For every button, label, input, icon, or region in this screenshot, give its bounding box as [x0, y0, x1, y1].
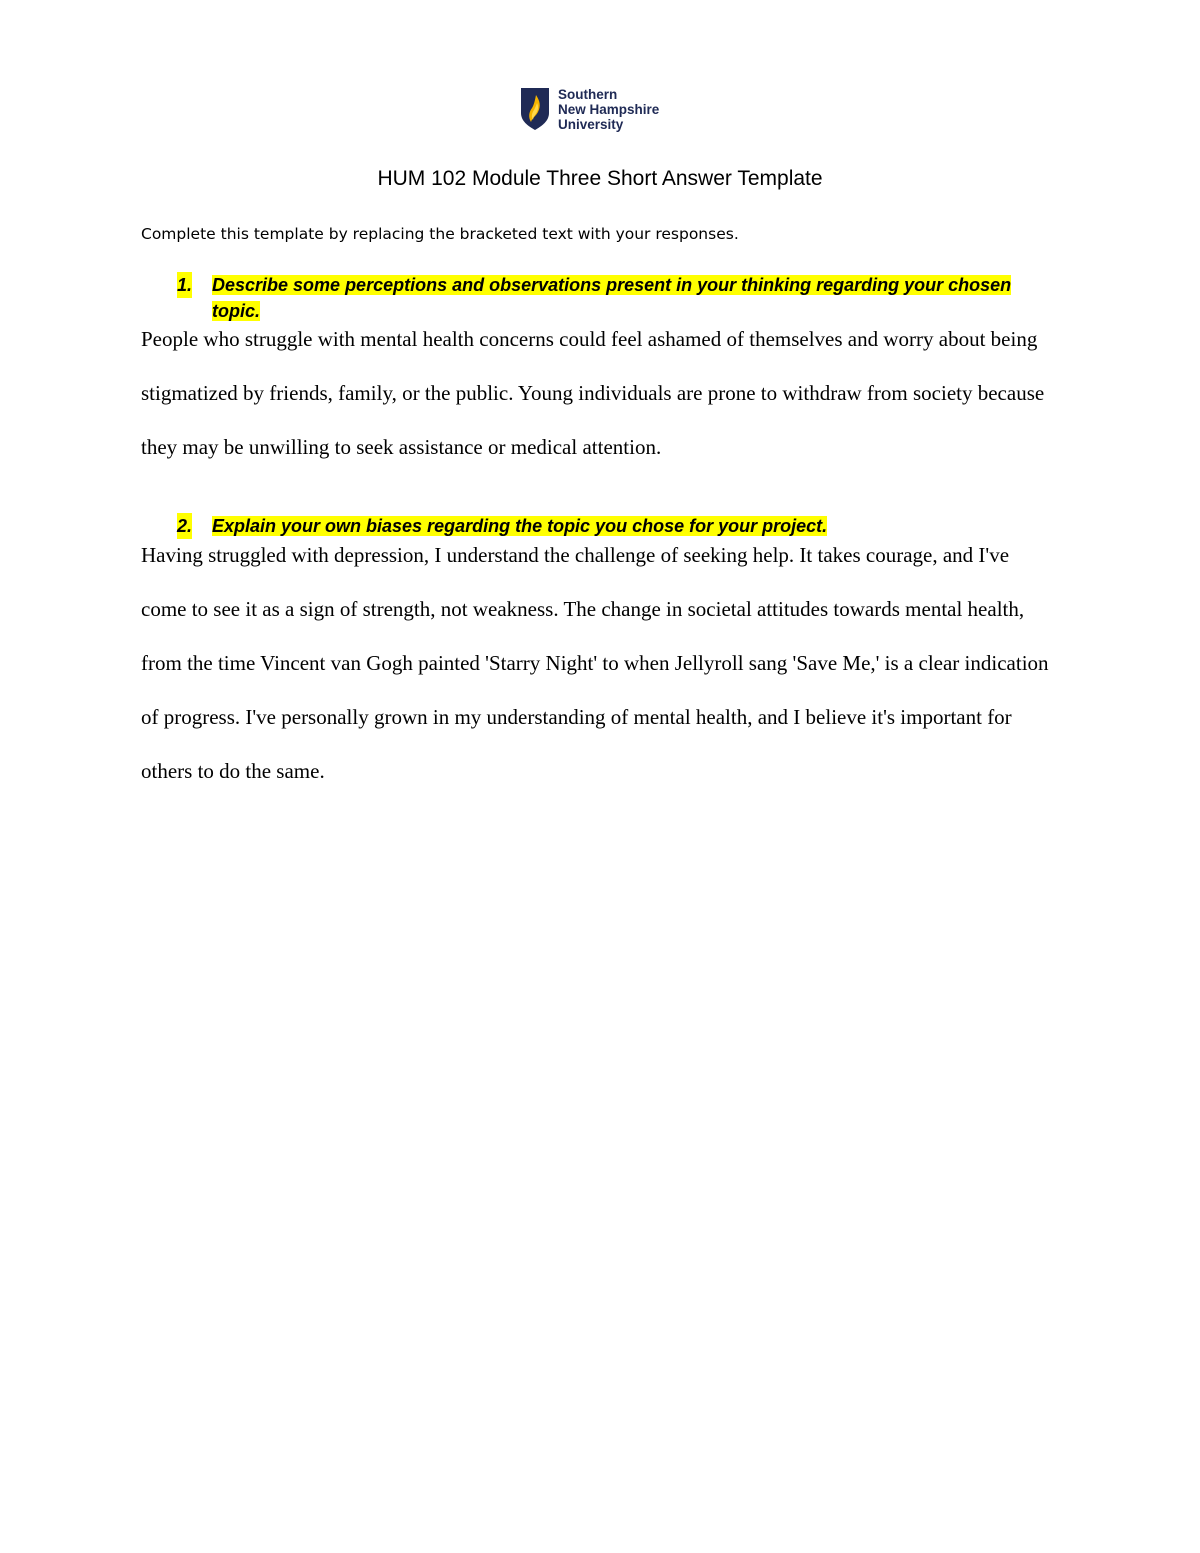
question-prompt: Explain your own biases regarding the topic you chose for your project.: [212, 516, 828, 536]
logo-wordmark: [558, 87, 659, 132]
question-number: 1.: [177, 272, 192, 298]
logo-line-3: University: [558, 116, 624, 132]
answer-2: Having struggled with depression, I understand the challenge of seeking help. It takes courage, and I've come to see it as a sign of strength, not weakness. The change in societal attitudes towards mental health, from the time Vincent van Gogh painted 'Starry Night' to when Jellyroll sang 'Save Me,' is a clear indication of progress. I've personally grown in my understanding of mental health, and I believe it's important for others to do the same.: [141, 543, 1049, 783]
question-prompt: Describe some perceptions and observations present in your thinking regarding your chosen topic.: [212, 275, 1012, 321]
shield-flame-icon: [520, 87, 550, 131]
logo-line-1: Southern: [558, 86, 618, 102]
answer-1: People who struggle with mental health concerns could feel ashamed of themselves and worry about being stigmatized by friends, family, or the public. Young individuals are prone to withdraw from society because they may be unwilling to seek assistance or medical attention.: [141, 327, 1045, 459]
university-logo: [520, 84, 690, 134]
instructions-text: Complete this template by replacing the bracketed text with your responses.: [141, 225, 739, 243]
question-number: 2.: [177, 513, 192, 539]
logo-line-2: New Hampshire: [558, 101, 660, 117]
document-title: HUM 102 Module Three Short Answer Template: [377, 167, 823, 190]
